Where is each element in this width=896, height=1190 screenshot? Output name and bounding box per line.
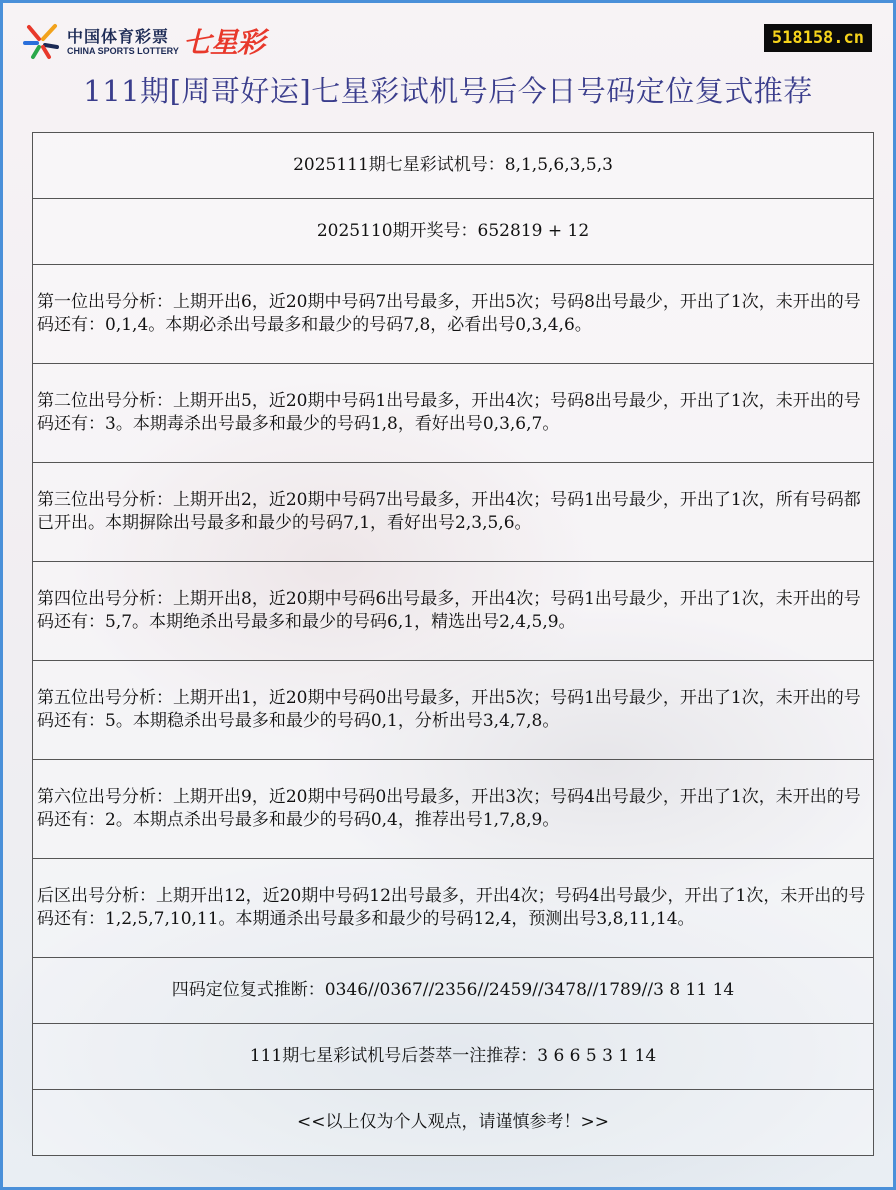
logo-game-name: 七星彩 <box>183 26 265 59</box>
back-zone-analysis: 后区出号分析：上期开出12，近20期中号码12出号最多，开出4次；号码4出号最少，开出了1次，未开出的号码还有：1,2,5,7,10,11。本期通杀出号最多和最少的号码12,4，预测出号3,8,11,14。 <box>33 859 874 958</box>
table-row <box>33 265 874 364</box>
position-1-analysis: 第一位出号分析：上期开出6，近20期中号码7出号最多，开出5次；号码8出号最少，开出了1次，未开出的号码还有：0,1,4。本期必杀出号最多和最少的号码7,8，必看出号0,3,4,6。 <box>33 265 874 364</box>
table-row <box>33 760 874 859</box>
single-bet-recommendation-cell: 111期七星彩试机号后荟萃一注推荐：3 6 6 5 3 1 14 <box>33 1024 874 1090</box>
position-4-analysis: 第四位出号分析：上期开出8，近20期中号码6出号最多，开出4次；号码1出号最少，开出了1次，未开出的号码还有：5,7。本期绝杀出号最多和最少的号码6,1，精选出号2,4,5,9。 <box>33 562 874 661</box>
table-row <box>33 463 874 562</box>
table-row <box>33 364 874 463</box>
page-title: 111期[周哥好运]七星彩试机号后今日号码定位复式推荐 <box>83 74 813 108</box>
table-row <box>33 859 874 958</box>
china-sports-lottery-logo <box>21 19 281 63</box>
table-row <box>33 1090 874 1156</box>
lottery-star-icon <box>21 21 61 61</box>
position-5-analysis: 第五位出号分析：上期开出1，近20期中号码0出号最多，开出5次；号码1出号最少，开出了1次，未开出的号码还有：5。本期稳杀出号最多和最少的号码0,1，分析出号3,4,7,8。 <box>33 661 874 760</box>
four-code-compound-cell: 四码定位复式推断：0346//0367//2356//2459//3478//1789//3 8 11 14 <box>33 958 874 1024</box>
position-2-analysis: 第二位出号分析：上期开出5，近20期中号码1出号最多，开出4次；号码8出号最少，开出了1次，未开出的号码还有：3。本期毒杀出号最多和最少的号码1,8，看好出号0,3,6,7。 <box>33 364 874 463</box>
logo-english-text: CHINA SPORTS LOTTERY <box>67 46 179 56</box>
site-domain-badge[interactable]: 518158.cn <box>764 24 872 52</box>
position-3-analysis: 第三位出号分析：上期开出2，近20期中号码7出号最多，开出4次；号码1出号最少，开出了1次，所有号码都已开出。本期摒除出号最多和最少的号码7,1，看好出号2,3,5,6。 <box>33 463 874 562</box>
table-row <box>33 199 874 265</box>
table-row <box>33 133 874 199</box>
trial-number-cell: 2025111期七星彩试机号：8,1,5,6,3,5,3 <box>33 133 874 199</box>
logo-chinese-text: 中国体育彩票 <box>67 27 170 46</box>
last-draw-cell: 2025110期开奖号：652819 + 12 <box>33 199 874 265</box>
table-row <box>33 661 874 760</box>
table-row <box>33 562 874 661</box>
table-row <box>33 1024 874 1090</box>
disclaimer-cell: <<以上仅为个人观点，请谨慎参考！>> <box>33 1090 874 1156</box>
position-6-analysis: 第六位出号分析：上期开出9，近20期中号码0出号最多，开出3次；号码4出号最少，开出了1次，未开出的号码还有：2。本期点杀出号最多和最少的号码0,4，推荐出号1,7,8,9。 <box>33 760 874 859</box>
table-row <box>33 958 874 1024</box>
prediction-table <box>32 132 874 1156</box>
